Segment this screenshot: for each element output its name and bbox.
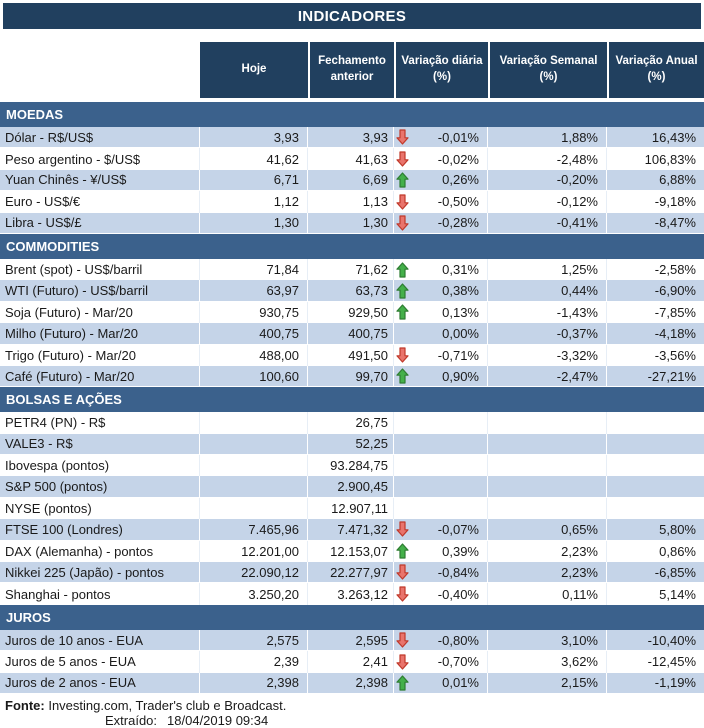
column-header-variacao-diaria: Variação diária (%) bbox=[394, 42, 488, 98]
trend-arrow-slot bbox=[396, 675, 410, 691]
cell-variacao-semanal: 0,65% bbox=[488, 519, 607, 540]
trend-arrow-slot bbox=[396, 521, 410, 537]
trend-down-icon bbox=[396, 129, 409, 145]
cell-variacao-semanal: 3,10% bbox=[488, 630, 607, 651]
cell-variacao-anual: -9,18% bbox=[654, 194, 696, 210]
cell-hoje: 7.465,96 bbox=[200, 519, 308, 540]
trend-arrow-slot bbox=[396, 215, 410, 231]
table-row bbox=[0, 412, 704, 433]
cell-hoje: 1,12 bbox=[200, 191, 308, 212]
trend-down-icon bbox=[396, 632, 409, 648]
row-label: FTSE 100 (Londres) bbox=[0, 519, 200, 540]
cell-fechamento-anterior: 71,62 bbox=[308, 259, 394, 280]
cell-variacao-semanal: -0,20% bbox=[488, 170, 607, 191]
header-spacer bbox=[0, 42, 200, 98]
row-label: DAX (Alemanha) - pontos bbox=[0, 541, 200, 562]
cell-variacao-diaria bbox=[394, 583, 488, 604]
trend-down-icon bbox=[396, 151, 409, 167]
cell-variacao-diaria bbox=[394, 630, 488, 651]
cell-hoje: 71,84 bbox=[200, 259, 308, 280]
cell-fechamento-anterior: 12.153,07 bbox=[308, 541, 394, 562]
column-header-row bbox=[0, 42, 704, 98]
cell-hoje bbox=[200, 476, 308, 497]
cell-hoje bbox=[200, 434, 308, 455]
cell-variacao-diaria bbox=[394, 498, 488, 519]
variacao-diaria-value: -0,84% bbox=[437, 564, 479, 580]
cell-variacao-semanal bbox=[488, 498, 607, 519]
variacao-diaria-value: -0,80% bbox=[437, 632, 479, 648]
trend-arrow-slot bbox=[396, 172, 410, 188]
trend-down-icon bbox=[396, 654, 409, 670]
row-label: Nikkei 225 (Japão) - pontos bbox=[0, 562, 200, 583]
variacao-diaria-value: -0,71% bbox=[437, 347, 479, 363]
cell-variacao-semanal: -2,47% bbox=[488, 366, 607, 387]
table-row bbox=[0, 345, 704, 366]
cell-variacao-semanal: -3,32% bbox=[488, 345, 607, 366]
cell-fechamento-anterior: 63,73 bbox=[308, 280, 394, 301]
cell-variacao-diaria bbox=[394, 366, 488, 387]
cell-variacao-anual: -2,58% bbox=[654, 262, 696, 278]
cell-fechamento-anterior: 2,41 bbox=[308, 651, 394, 672]
cell-variacao-semanal: -1,43% bbox=[488, 302, 607, 323]
trend-up-icon bbox=[396, 172, 409, 188]
row-label: VALE3 - R$ bbox=[0, 434, 200, 455]
cell-fechamento-anterior: 1,30 bbox=[308, 213, 394, 234]
variacao-diaria-value: -0,28% bbox=[437, 215, 479, 231]
row-label: Juros de 2 anos - EUA bbox=[0, 673, 200, 694]
cell-fechamento-anterior: 491,50 bbox=[308, 345, 394, 366]
cell-hoje: 6,71 bbox=[200, 170, 308, 191]
trend-arrow-slot bbox=[396, 368, 410, 384]
row-label: Shanghai - pontos bbox=[0, 583, 200, 604]
row-label: WTI (Futuro) - US$/barril bbox=[0, 280, 200, 301]
cell-fechamento-anterior: 26,75 bbox=[308, 412, 394, 433]
cell-fechamento-anterior: 52,25 bbox=[308, 434, 394, 455]
table-row bbox=[0, 170, 704, 191]
cell-fechamento-anterior: 93.284,75 bbox=[308, 455, 394, 476]
cell-variacao-semanal: -0,37% bbox=[488, 323, 607, 344]
variacao-diaria-value: -0,02% bbox=[437, 151, 479, 167]
cell-variacao-diaria bbox=[394, 148, 488, 169]
table-row bbox=[0, 562, 704, 583]
trend-arrow-slot bbox=[396, 325, 410, 341]
table-row bbox=[0, 673, 704, 694]
table-row bbox=[0, 148, 704, 169]
row-label: Libra - US$/£ bbox=[0, 213, 200, 234]
trend-arrow-slot bbox=[396, 129, 410, 145]
cell-fechamento-anterior: 400,75 bbox=[308, 323, 394, 344]
table-row bbox=[0, 127, 704, 148]
cell-hoje: 488,00 bbox=[200, 345, 308, 366]
table-row bbox=[0, 366, 704, 387]
cell-hoje: 63,97 bbox=[200, 280, 308, 301]
cell-variacao-diaria bbox=[394, 673, 488, 694]
cell-variacao-anual: -7,85% bbox=[654, 304, 696, 320]
cell-variacao-anual: -10,40% bbox=[607, 630, 704, 651]
variacao-diaria-value: 0,31% bbox=[442, 262, 479, 278]
cell-variacao-semanal bbox=[488, 455, 607, 476]
cell-hoje: 2,575 bbox=[200, 630, 308, 651]
section-header: BOLSAS E AÇÕES bbox=[0, 387, 704, 412]
table-row bbox=[0, 498, 704, 519]
cell-hoje: 400,75 bbox=[200, 323, 308, 344]
cell-variacao-semanal bbox=[488, 476, 607, 497]
row-label: NYSE (pontos) bbox=[0, 498, 200, 519]
cell-variacao-anual bbox=[607, 434, 704, 455]
trend-up-icon bbox=[396, 543, 409, 559]
trend-down-icon bbox=[396, 347, 409, 363]
cell-variacao-diaria bbox=[394, 323, 488, 344]
cell-hoje: 2,39 bbox=[200, 651, 308, 672]
table-row bbox=[0, 280, 704, 301]
table-row bbox=[0, 434, 704, 455]
cell-variacao-anual: -6,85% bbox=[607, 562, 704, 583]
table-row bbox=[0, 323, 704, 344]
cell-variacao-anual: -6,90% bbox=[607, 280, 704, 301]
extracted-label: Extraído: bbox=[105, 712, 158, 728]
cell-variacao-anual bbox=[607, 455, 704, 476]
row-label: Juros de 10 anos - EUA bbox=[0, 630, 200, 651]
trend-arrow-slot bbox=[396, 194, 410, 210]
trend-arrow-slot bbox=[396, 304, 410, 320]
table-row bbox=[0, 213, 704, 234]
cell-variacao-anual: -4,18% bbox=[607, 323, 704, 344]
cell-variacao-semanal: 3,62% bbox=[488, 651, 607, 672]
row-label: Trigo (Futuro) - Mar/20 bbox=[0, 345, 200, 366]
cell-variacao-diaria bbox=[394, 519, 488, 540]
row-label: Juros de 5 anos - EUA bbox=[0, 651, 200, 672]
cell-fechamento-anterior: 41,63 bbox=[308, 148, 394, 169]
cell-variacao-semanal: 2,15% bbox=[488, 673, 607, 694]
cell-variacao-semanal: -2,48% bbox=[488, 148, 607, 169]
cell-variacao-anual: 16,43% bbox=[607, 127, 704, 148]
cell-fechamento-anterior: 929,50 bbox=[308, 302, 394, 323]
trend-arrow-slot bbox=[396, 654, 410, 670]
cell-hoje: 2,398 bbox=[200, 673, 308, 694]
trend-down-icon bbox=[396, 586, 409, 602]
cell-variacao-diaria bbox=[394, 280, 488, 301]
variacao-diaria-value: -0,50% bbox=[437, 194, 479, 210]
cell-hoje bbox=[200, 498, 308, 519]
trend-arrow-slot bbox=[396, 347, 410, 363]
cell-variacao-anual: -8,47% bbox=[607, 213, 704, 234]
row-label: Café (Futuro) - Mar/20 bbox=[0, 366, 200, 387]
table-row bbox=[0, 259, 704, 280]
cell-fechamento-anterior: 22.277,97 bbox=[308, 562, 394, 583]
column-header-variacao-anual: Variação Anual (%) bbox=[607, 42, 704, 98]
trend-arrow-slot bbox=[396, 564, 410, 580]
cell-hoje bbox=[200, 455, 308, 476]
cell-variacao-semanal: 1,88% bbox=[488, 127, 607, 148]
cell-fechamento-anterior: 3,93 bbox=[308, 127, 394, 148]
extracted-line bbox=[5, 713, 704, 728]
column-header-hoje: Hoje bbox=[200, 42, 308, 98]
cell-fechamento-anterior: 99,70 bbox=[308, 366, 394, 387]
trend-arrow-slot bbox=[396, 458, 410, 474]
cell-hoje: 930,75 bbox=[200, 302, 308, 323]
cell-hoje: 41,62 bbox=[200, 148, 308, 169]
cell-variacao-diaria bbox=[394, 455, 488, 476]
cell-fechamento-anterior: 2,398 bbox=[308, 673, 394, 694]
cell-variacao-diaria bbox=[394, 562, 488, 583]
row-label: Brent (spot) - US$/barril bbox=[0, 259, 200, 280]
variacao-diaria-value: -0,40% bbox=[437, 586, 479, 602]
trend-arrow-slot bbox=[396, 586, 410, 602]
row-label: Dólar - R$/US$ bbox=[0, 127, 200, 148]
cell-fechamento-anterior: 2.900,45 bbox=[308, 476, 394, 497]
row-label: Soja (Futuro) - Mar/20 bbox=[0, 302, 200, 323]
cell-variacao-anual bbox=[607, 498, 704, 519]
cell-fechamento-anterior: 6,69 bbox=[308, 170, 394, 191]
variacao-diaria-value: -0,01% bbox=[437, 129, 479, 145]
cell-variacao-diaria bbox=[394, 412, 488, 433]
cell-variacao-diaria bbox=[394, 541, 488, 562]
row-label: PETR4 (PN) - R$ bbox=[0, 412, 200, 433]
cell-hoje: 22.090,12 bbox=[200, 562, 308, 583]
trend-up-icon bbox=[396, 368, 409, 384]
variacao-diaria-value: 0,39% bbox=[442, 543, 479, 559]
table-row bbox=[0, 651, 704, 672]
row-label: Peso argentino - $/US$ bbox=[0, 148, 200, 169]
cell-variacao-semanal: 2,23% bbox=[488, 562, 607, 583]
cell-variacao-semanal: 0,44% bbox=[488, 280, 607, 301]
cell-hoje bbox=[200, 412, 308, 433]
cell-variacao-diaria bbox=[394, 476, 488, 497]
cell-variacao-diaria bbox=[394, 213, 488, 234]
table-row bbox=[0, 541, 704, 562]
cell-variacao-diaria bbox=[394, 259, 488, 280]
cell-variacao-semanal: 1,25% bbox=[488, 259, 607, 280]
section-header: JUROS bbox=[0, 605, 704, 630]
variacao-diaria-value: 0,26% bbox=[442, 172, 479, 188]
trend-down-icon bbox=[396, 215, 409, 231]
cell-variacao-anual: -27,21% bbox=[607, 366, 704, 387]
cell-variacao-diaria bbox=[394, 127, 488, 148]
section-header: MOEDAS bbox=[0, 102, 704, 127]
trend-arrow-slot bbox=[396, 283, 410, 299]
cell-fechamento-anterior: 3.263,12 bbox=[308, 583, 394, 604]
trend-arrow-slot bbox=[396, 151, 410, 167]
variacao-diaria-value: 0,90% bbox=[442, 368, 479, 384]
trend-down-icon bbox=[396, 194, 409, 210]
cell-variacao-semanal: 0,11% bbox=[488, 583, 607, 604]
variacao-diaria-value: -0,70% bbox=[437, 654, 479, 670]
cell-variacao-anual: 6,88% bbox=[607, 170, 704, 191]
trend-up-icon bbox=[396, 675, 409, 691]
trend-up-icon bbox=[396, 262, 409, 278]
cell-variacao-anual: 5,80% bbox=[607, 519, 704, 540]
cell-variacao-semanal: 2,23% bbox=[488, 541, 607, 562]
cell-variacao-diaria bbox=[394, 651, 488, 672]
table-row bbox=[0, 191, 704, 212]
table-row bbox=[0, 455, 704, 476]
variacao-diaria-value: 0,38% bbox=[442, 283, 479, 299]
trend-arrow-slot bbox=[396, 543, 410, 559]
cell-variacao-semanal: -0,41% bbox=[488, 213, 607, 234]
cell-variacao-anual: 106,83% bbox=[644, 151, 696, 167]
cell-hoje: 100,60 bbox=[200, 366, 308, 387]
cell-variacao-semanal bbox=[488, 412, 607, 433]
table-row bbox=[0, 302, 704, 323]
cell-hoje: 1,30 bbox=[200, 213, 308, 234]
variacao-diaria-value: 0,01% bbox=[442, 675, 479, 691]
cell-variacao-diaria bbox=[394, 191, 488, 212]
cell-variacao-diaria bbox=[394, 170, 488, 191]
cell-fechamento-anterior: 2,595 bbox=[308, 630, 394, 651]
cell-hoje: 12.201,00 bbox=[200, 541, 308, 562]
trend-down-icon bbox=[396, 564, 409, 580]
trend-arrow-slot bbox=[396, 262, 410, 278]
cell-variacao-anual: 5,14% bbox=[659, 586, 696, 602]
cell-variacao-diaria bbox=[394, 345, 488, 366]
cell-fechamento-anterior: 1,13 bbox=[308, 191, 394, 212]
variacao-diaria-value: -0,07% bbox=[437, 521, 479, 537]
column-header-fechamento-anterior: Fechamento anterior bbox=[308, 42, 394, 98]
row-label: Ibovespa (pontos) bbox=[0, 455, 200, 476]
indicators-table bbox=[0, 102, 704, 694]
page-title: INDICADORES bbox=[3, 3, 701, 29]
trend-arrow-slot bbox=[396, 436, 410, 452]
source-label: Fonte: bbox=[5, 697, 45, 713]
cell-variacao-anual: 0,86% bbox=[659, 543, 696, 559]
cell-fechamento-anterior: 7.471,32 bbox=[308, 519, 394, 540]
table-row bbox=[0, 519, 704, 540]
cell-variacao-anual bbox=[607, 412, 704, 433]
trend-up-icon bbox=[396, 304, 409, 320]
cell-variacao-diaria bbox=[394, 302, 488, 323]
trend-arrow-slot bbox=[396, 479, 410, 495]
cell-hoje: 3,93 bbox=[200, 127, 308, 148]
cell-variacao-anual: -3,56% bbox=[654, 347, 696, 363]
cell-variacao-semanal: -0,12% bbox=[488, 191, 607, 212]
section-header: COMMODITIES bbox=[0, 234, 704, 259]
cell-variacao-anual bbox=[607, 476, 704, 497]
cell-variacao-anual: -12,45% bbox=[647, 654, 696, 670]
trend-arrow-slot bbox=[396, 415, 410, 431]
variacao-diaria-value: 0,13% bbox=[442, 304, 479, 320]
column-header-variacao-semanal: Variação Semanal (%) bbox=[488, 42, 607, 98]
row-label: Yuan Chinês - ¥/US$ bbox=[0, 170, 200, 191]
cell-hoje: 3.250,20 bbox=[200, 583, 308, 604]
trend-up-icon bbox=[396, 283, 409, 299]
table-row bbox=[0, 583, 704, 604]
cell-fechamento-anterior: 12.907,11 bbox=[308, 498, 394, 519]
trend-arrow-slot bbox=[396, 632, 410, 648]
row-label: S&P 500 (pontos) bbox=[0, 476, 200, 497]
trend-down-icon bbox=[396, 521, 409, 537]
cell-variacao-semanal bbox=[488, 434, 607, 455]
table-row bbox=[0, 476, 704, 497]
table-row bbox=[0, 630, 704, 651]
source-text: Investing.com, Trader's club e Broadcast. bbox=[44, 697, 287, 713]
extracted-timestamp: 18/04/2019 09:34 bbox=[167, 712, 269, 728]
source-line bbox=[5, 698, 704, 713]
trend-arrow-slot bbox=[396, 501, 410, 517]
cell-variacao-anual: -1,19% bbox=[607, 673, 704, 694]
footer bbox=[0, 698, 704, 728]
variacao-diaria-value: 0,00% bbox=[442, 325, 479, 341]
cell-variacao-diaria bbox=[394, 434, 488, 455]
row-label: Milho (Futuro) - Mar/20 bbox=[0, 323, 200, 344]
row-label: Euro - US$/€ bbox=[0, 191, 200, 212]
